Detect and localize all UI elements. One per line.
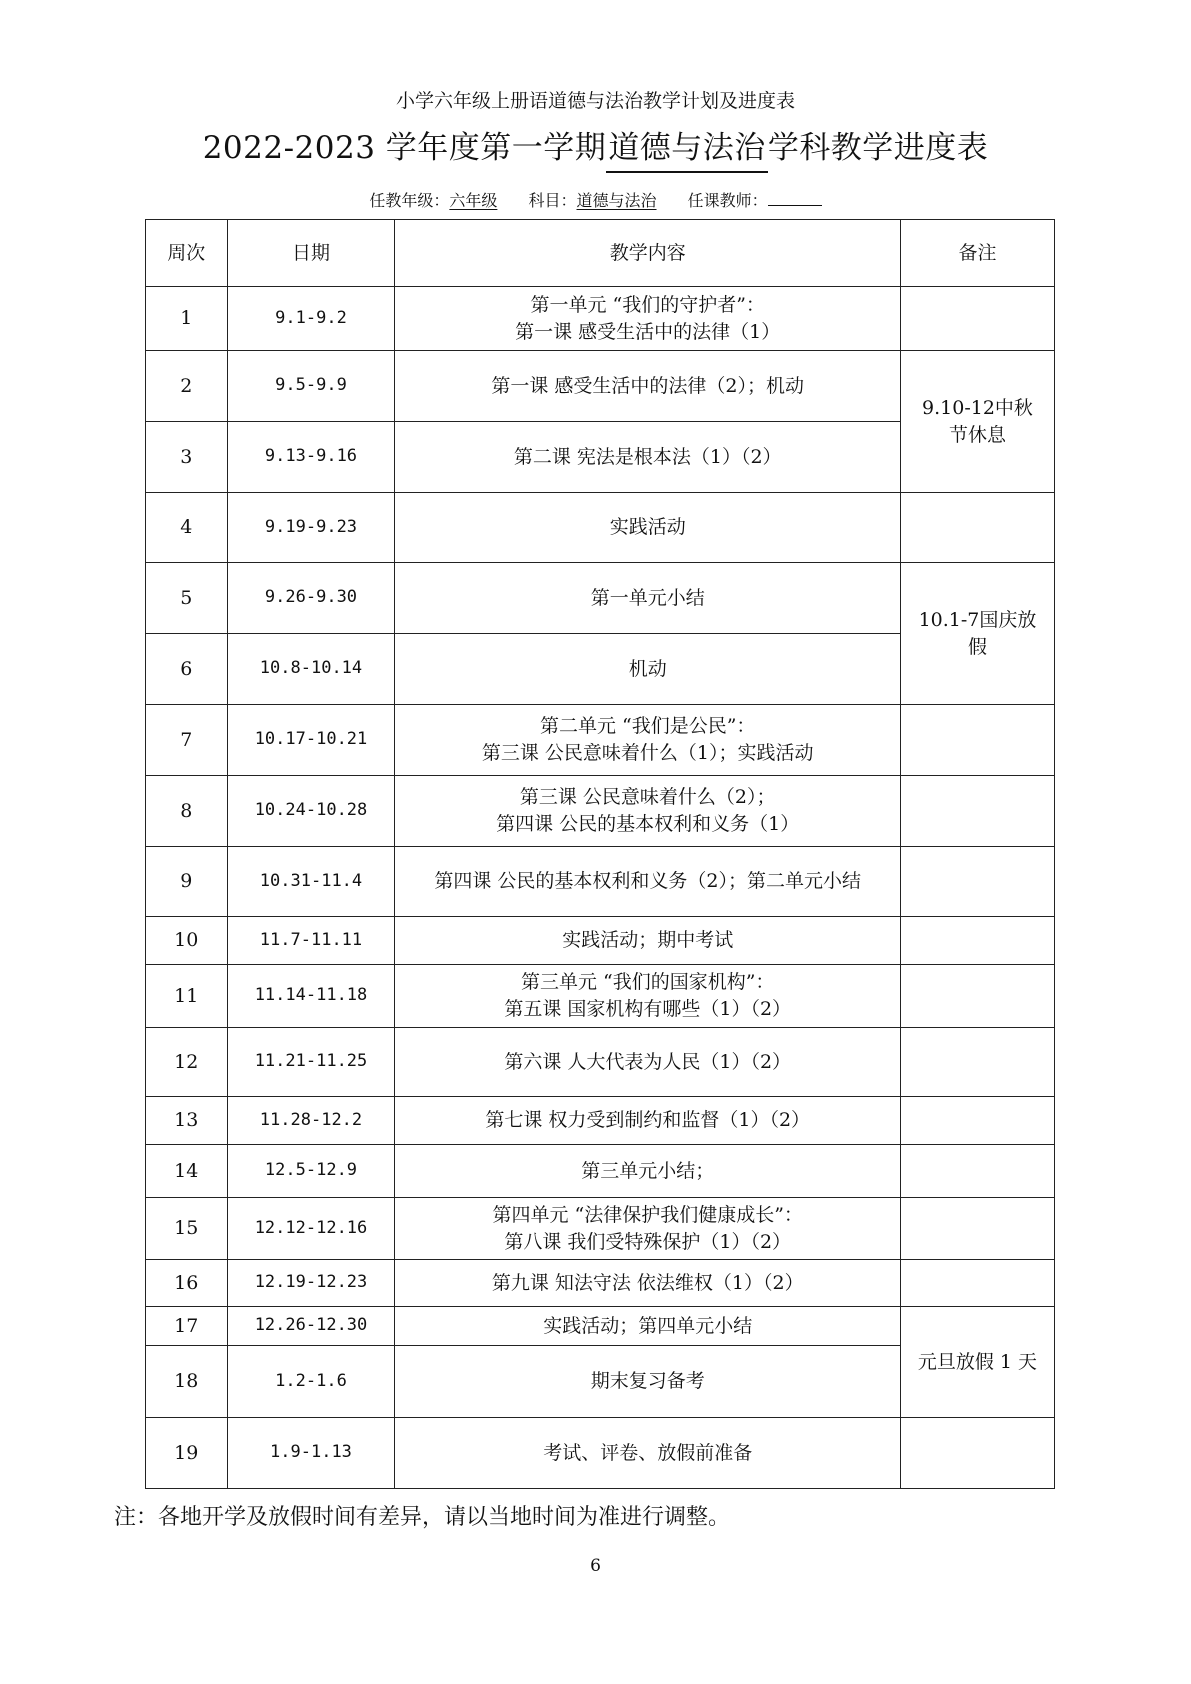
grade-label: 任教年级： bbox=[369, 191, 450, 210]
week-cell: 2 bbox=[146, 351, 228, 422]
content-line: 第一课 感受生活中的法律（1） bbox=[515, 320, 781, 343]
date-cell: 12.26-12.30 bbox=[227, 1307, 395, 1346]
content-line: 第二课 宪法是根本法（1）（2） bbox=[513, 445, 782, 468]
content-line: 实践活动 bbox=[609, 516, 686, 539]
content-line: 第四课 公民的基本权利和义务（1） bbox=[496, 813, 800, 835]
week-cell: 6 bbox=[146, 634, 228, 705]
content-line: 第八课 我们受特殊保护（1）（2） bbox=[504, 1230, 792, 1253]
content-cell bbox=[395, 1307, 900, 1346]
content-line: 第六课 人大代表为人民（1）（2） bbox=[504, 1050, 792, 1073]
content-cell bbox=[395, 1260, 900, 1307]
content-line: 第三单元小结； bbox=[581, 1159, 715, 1182]
content-cell bbox=[395, 917, 900, 965]
week-cell: 4 bbox=[146, 493, 228, 563]
date-cell: 9.26-9.30 bbox=[227, 563, 395, 634]
table-row bbox=[146, 1260, 1055, 1307]
note-cell-mid-autumn bbox=[900, 351, 1054, 493]
table-row bbox=[146, 1145, 1055, 1198]
week-cell: 1 bbox=[146, 287, 228, 351]
date-cell: 10.17-10.21 bbox=[227, 705, 395, 776]
table-header-row bbox=[146, 220, 1055, 287]
week-cell: 11 bbox=[146, 965, 228, 1028]
content-line: 实践活动；期中考试 bbox=[562, 929, 734, 952]
table-row bbox=[146, 351, 1055, 422]
week-cell: 3 bbox=[146, 422, 228, 493]
note-line: 节休息 bbox=[948, 423, 1006, 446]
week-cell: 16 bbox=[146, 1260, 228, 1307]
subject-value: 道德与法治 bbox=[576, 191, 657, 210]
header-week: 周次 bbox=[146, 220, 228, 287]
content-line: 第三课 公民意味着什么（2）； bbox=[519, 786, 776, 809]
date-cell: 10.31-11.4 bbox=[227, 847, 395, 917]
content-line: 期末复习备考 bbox=[590, 1370, 705, 1393]
schedule-table bbox=[145, 219, 1055, 1489]
week-cell: 10 bbox=[146, 917, 228, 965]
grade-value: 六年级 bbox=[449, 191, 498, 210]
footnote: 注：各地开学及放假时间有差异，请以当地时间为准进行调整。 bbox=[114, 1505, 731, 1530]
table-row bbox=[146, 1418, 1055, 1489]
week-cell: 12 bbox=[146, 1028, 228, 1097]
table-row bbox=[146, 1198, 1055, 1260]
note-cell bbox=[900, 1028, 1054, 1097]
date-cell: 9.19-9.23 bbox=[227, 493, 395, 563]
content-line: 考试、评卷、放假前准备 bbox=[543, 1441, 753, 1464]
week-cell: 19 bbox=[146, 1418, 228, 1489]
content-line: 第四单元 “法律保护我们健康成长”： bbox=[492, 1203, 803, 1226]
table-row bbox=[146, 493, 1055, 563]
week-cell: 7 bbox=[146, 705, 228, 776]
note-cell bbox=[900, 965, 1054, 1028]
table-row bbox=[146, 1097, 1055, 1145]
note-cell-national-day bbox=[900, 563, 1054, 705]
content-cell bbox=[395, 493, 900, 563]
week-cell: 8 bbox=[146, 776, 228, 847]
date-cell: 9.1-9.2 bbox=[227, 287, 395, 351]
content-cell bbox=[395, 634, 900, 705]
title-prefix: 2022-2023 学年度第一学期 bbox=[202, 130, 607, 166]
table-row bbox=[146, 287, 1055, 351]
date-cell: 12.19-12.23 bbox=[227, 1260, 395, 1307]
week-cell: 15 bbox=[146, 1198, 228, 1260]
note-cell bbox=[900, 493, 1054, 563]
title-subject: 道德与法治 bbox=[606, 122, 768, 173]
content-cell bbox=[395, 1198, 900, 1260]
content-cell bbox=[395, 705, 900, 776]
content-line: 第九课 知法守法 依法维权（1）（2） bbox=[491, 1271, 804, 1294]
content-line: 第三单元 “我们的国家机构”： bbox=[520, 971, 775, 994]
date-cell: 1.9-1.13 bbox=[227, 1418, 395, 1489]
subject-label: 科目： bbox=[528, 191, 577, 210]
date-cell: 12.12-12.16 bbox=[227, 1198, 395, 1260]
note-cell bbox=[900, 705, 1054, 776]
page-number: 6 bbox=[590, 1556, 601, 1576]
note-cell bbox=[900, 1198, 1054, 1260]
content-line: 第三课 公民意味着什么（1）；实践活动 bbox=[481, 742, 814, 764]
date-cell: 9.13-9.16 bbox=[227, 422, 395, 493]
content-line: 第一单元小结 bbox=[590, 586, 705, 609]
page-title bbox=[0, 122, 1191, 173]
content-line: 第一课 感受生活中的法律（2）；机动 bbox=[491, 374, 805, 397]
content-cell bbox=[395, 1145, 900, 1198]
content-cell bbox=[395, 351, 900, 422]
week-cell: 17 bbox=[146, 1307, 228, 1346]
content-line: 实践活动；第四单元小结 bbox=[543, 1314, 753, 1337]
document-caption: 小学六年级上册语道德与法治教学计划及进度表 bbox=[395, 90, 795, 112]
date-cell: 11.28-12.2 bbox=[227, 1097, 395, 1145]
note-cell bbox=[900, 1260, 1054, 1307]
content-line: 机动 bbox=[628, 657, 667, 680]
date-cell: 11.7-11.11 bbox=[227, 917, 395, 965]
note-line: 9.10-12中秋 bbox=[922, 396, 1033, 419]
note-cell bbox=[900, 776, 1054, 847]
note-cell bbox=[900, 1097, 1054, 1145]
note-cell bbox=[900, 847, 1054, 917]
content-cell bbox=[395, 776, 900, 847]
note-line: 10.1-7国庆放 bbox=[918, 608, 1037, 631]
week-cell: 5 bbox=[146, 563, 228, 634]
content-cell bbox=[395, 847, 900, 917]
date-cell: 12.5-12.9 bbox=[227, 1145, 395, 1198]
week-cell: 14 bbox=[146, 1145, 228, 1198]
table-row bbox=[146, 965, 1055, 1028]
date-cell: 10.8-10.14 bbox=[227, 634, 395, 705]
header-note: 备注 bbox=[900, 220, 1054, 287]
table-row bbox=[146, 917, 1055, 965]
title-suffix: 学科教学进度表 bbox=[767, 130, 989, 166]
content-line: 第四课 公民的基本权利和义务（2）；第二单元小结 bbox=[434, 870, 862, 893]
table-row bbox=[146, 847, 1055, 917]
content-cell bbox=[395, 1418, 900, 1489]
content-line: 第二单元 “我们是公民”： bbox=[539, 715, 756, 738]
note-cell bbox=[900, 1145, 1054, 1198]
content-cell bbox=[395, 1346, 900, 1418]
table-row bbox=[146, 776, 1055, 847]
content-line: 第一单元 “我们的守护者”： bbox=[530, 293, 765, 316]
content-cell bbox=[395, 1028, 900, 1097]
note-cell bbox=[900, 287, 1054, 351]
info-line bbox=[0, 188, 1191, 211]
note-cell-new-year: 元旦放假 1 天 bbox=[900, 1307, 1054, 1418]
week-cell: 9 bbox=[146, 847, 228, 917]
note-cell bbox=[900, 917, 1054, 965]
teacher-blank bbox=[768, 193, 822, 206]
date-cell: 10.24-10.28 bbox=[227, 776, 395, 847]
date-cell: 11.21-11.25 bbox=[227, 1028, 395, 1097]
date-cell: 11.14-11.18 bbox=[227, 965, 395, 1028]
header-date: 日期 bbox=[227, 220, 395, 287]
content-line: 第七课 权力受到制约和监督（1）（2） bbox=[485, 1109, 811, 1132]
content-line: 第五课 国家机构有哪些（1）（2） bbox=[504, 998, 792, 1020]
content-cell bbox=[395, 422, 900, 493]
week-cell: 18 bbox=[146, 1346, 228, 1418]
table-row bbox=[146, 705, 1055, 776]
content-cell bbox=[395, 287, 900, 351]
table-row bbox=[146, 1028, 1055, 1097]
date-cell: 9.5-9.9 bbox=[227, 351, 395, 422]
header-content: 教学内容 bbox=[395, 220, 900, 287]
week-cell: 13 bbox=[146, 1097, 228, 1145]
note-cell bbox=[900, 1418, 1054, 1489]
table-row bbox=[146, 563, 1055, 634]
content-cell bbox=[395, 1097, 900, 1145]
content-cell bbox=[395, 965, 900, 1028]
note-line: 假 bbox=[967, 635, 987, 658]
teacher-label: 任课教师： bbox=[687, 191, 768, 210]
table-row bbox=[146, 1307, 1055, 1346]
date-cell: 1.2-1.6 bbox=[227, 1346, 395, 1418]
content-cell bbox=[395, 563, 900, 634]
